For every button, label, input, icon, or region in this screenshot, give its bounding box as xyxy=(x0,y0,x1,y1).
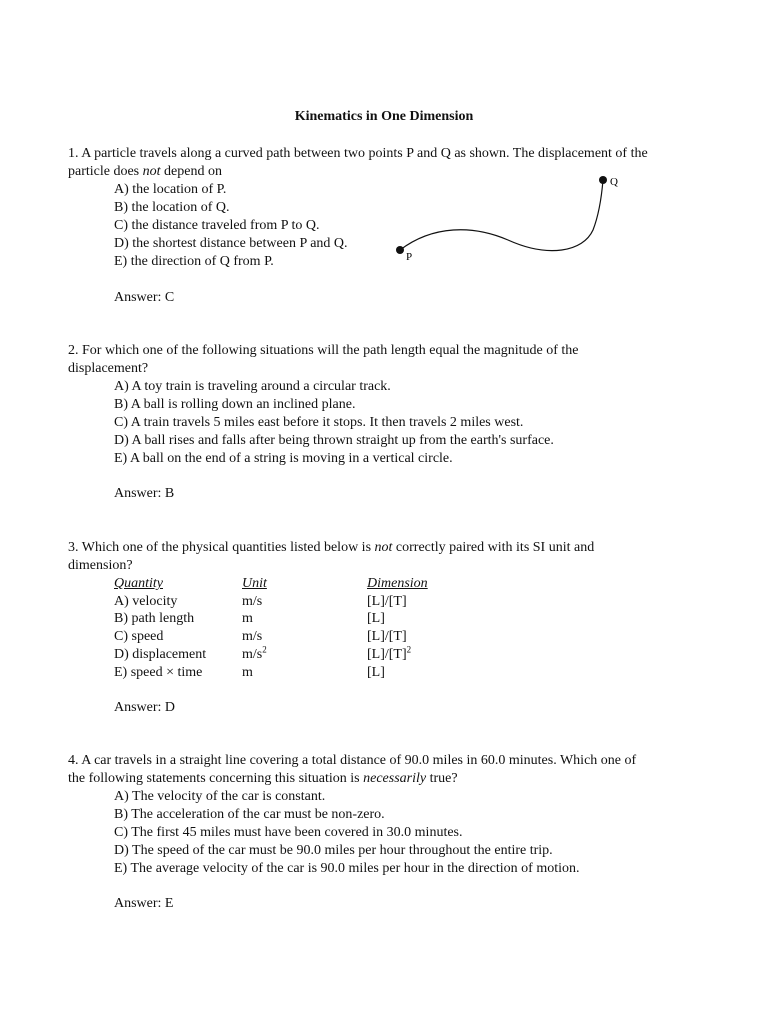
question-1-text-2 xyxy=(68,163,222,181)
row-d-unit xyxy=(242,646,267,664)
row-a-unit: m/s xyxy=(242,594,263,609)
header-dimension: Dimension xyxy=(367,576,428,591)
row-b-dimension: [L] xyxy=(367,611,385,626)
header-unit: Unit xyxy=(242,576,267,591)
question-2-text: 2. For which one of the following situations will the path length equal the magnitude of the xyxy=(68,343,579,358)
q1-option-e: E) the direction of Q from P. xyxy=(114,254,274,269)
q2-option-a: A) A toy train is traveling around a circular track. xyxy=(114,379,391,394)
row-d-dimension xyxy=(367,646,411,664)
question-2-text-2: displacement? xyxy=(68,361,149,376)
row-e-dimension: [L] xyxy=(367,665,385,680)
row-d-unit-base: m/s xyxy=(242,647,263,662)
question-3-text-2: dimension? xyxy=(68,558,133,573)
question-3-text xyxy=(68,539,594,557)
q1-option-d: D) the shortest distance between P and Q. xyxy=(114,236,348,251)
row-d-unit-exponent: 2 xyxy=(262,644,267,655)
row-c-quantity: C) speed xyxy=(114,629,164,644)
q4-option-b: B) The acceleration of the car must be non-zero. xyxy=(114,807,385,822)
curved-path xyxy=(400,180,603,251)
q3-line1-pre: 3. Which one of the physical quantities listed below is xyxy=(68,540,375,555)
row-c-dimension: [L]/[T] xyxy=(367,629,407,644)
q4-option-a: A) The velocity of the car is constant. xyxy=(114,789,326,804)
q1-option-c: C) the distance traveled from P to Q. xyxy=(114,218,320,233)
q1-option-b: B) the location of Q. xyxy=(114,200,230,215)
curved-path-diagram xyxy=(388,170,638,270)
q4-line2-emphasis: necessarily xyxy=(363,771,427,786)
q3-line1-post: correctly paired with its SI unit and xyxy=(392,540,595,555)
point-q-label: Q xyxy=(610,176,618,188)
row-b-unit: m xyxy=(242,611,253,626)
row-d-dimension-base: [L]/[T] xyxy=(367,647,407,662)
point-q-dot xyxy=(599,176,607,184)
row-e-unit: m xyxy=(242,665,253,680)
q4-line2-pre: the following statements concerning this situation is xyxy=(68,771,364,786)
row-d-dimension-exponent: 2 xyxy=(406,644,412,655)
q4-line2-post: true? xyxy=(426,771,458,786)
q4-option-e: E) The average velocity of the car is 90.0 miles per hour in the direction of motion. xyxy=(114,861,580,876)
q2-option-b: B) A ball is rolling down an inclined plane. xyxy=(114,397,356,412)
q2-option-e: E) A ball on the end of a string is moving in a vertical circle. xyxy=(114,451,453,466)
q1-line2-post: depend on xyxy=(160,164,222,179)
q3-answer: Answer: D xyxy=(114,700,176,715)
q2-option-c: C) A train travels 5 miles east before it stops. It then travels 2 miles west. xyxy=(114,415,524,430)
header-quantity: Quantity xyxy=(114,576,163,591)
row-d-quantity: D) displacement xyxy=(114,647,207,662)
row-a-quantity: A) velocity xyxy=(114,594,178,609)
question-4-text-2 xyxy=(68,770,458,788)
q4-option-d: D) The speed of the car must be 90.0 miles per hour throughout the entire trip. xyxy=(114,843,553,858)
q3-line1-emphasis: not xyxy=(374,540,393,555)
row-e-quantity: E) speed × time xyxy=(114,665,203,680)
q1-answer: Answer: C xyxy=(114,290,175,305)
q4-option-c: C) The first 45 miles must have been covered in 30.0 minutes. xyxy=(114,825,463,840)
row-c-unit: m/s xyxy=(242,629,263,644)
row-b-quantity: B) path length xyxy=(114,611,195,626)
q1-line2-pre: particle does xyxy=(68,164,143,179)
q4-answer: Answer: E xyxy=(114,896,174,911)
question-4-text: 4. A car travels in a straight line covering a total distance of 90.0 miles in 60.0 minutes. Which one of xyxy=(68,753,637,768)
point-p-label: P xyxy=(406,251,413,263)
q1-option-a: A) the location of P. xyxy=(114,182,227,197)
page-title: Kinematics in One Dimension xyxy=(294,109,474,124)
q1-line2-emphasis: not xyxy=(142,164,161,179)
question-1-text: 1. A particle travels along a curved path between two points P and Q as shown. The displacement of the xyxy=(68,146,648,161)
q2-option-d: D) A ball rises and falls after being thrown straight up from the earth's surface. xyxy=(114,433,554,448)
q2-answer: Answer: B xyxy=(114,486,175,501)
point-p-dot xyxy=(396,246,404,254)
row-a-dimension: [L]/[T] xyxy=(367,594,407,609)
